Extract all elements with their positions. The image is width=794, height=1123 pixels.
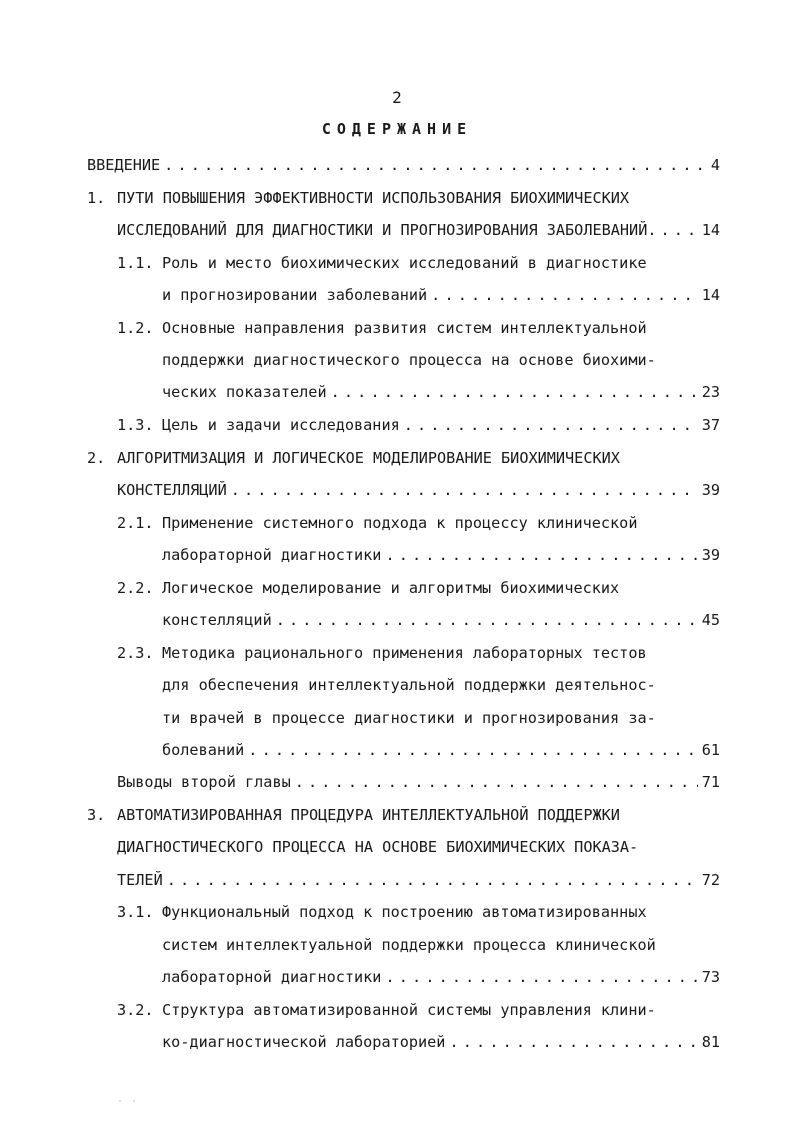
toc-entry-number: 3.2. — [117, 1001, 154, 1019]
toc-entry-number: 3.1. — [117, 903, 154, 921]
toc-entry-text: для обеспечения интеллектуальной поддержки деятельнос- — [162, 676, 656, 694]
toc-title: СОДЕРЖАНИЕ — [321, 120, 473, 138]
toc-entry-number: 2. — [87, 449, 106, 467]
toc-entry-last-line — [162, 608, 720, 632]
page-number: 2 — [392, 88, 402, 107]
toc-entry-last-line — [162, 965, 720, 989]
toc-page-number: 14 — [701, 286, 720, 304]
dot-leader — [231, 478, 698, 502]
toc-page-number: 39 — [701, 481, 720, 499]
toc-entry-last-line — [87, 153, 720, 177]
toc-page-number: 71 — [701, 773, 720, 791]
toc-entry-last-line — [117, 218, 720, 242]
toc-entry-last-line — [162, 738, 720, 762]
dot-leader — [295, 770, 698, 794]
toc-entry-text: ческих показателей — [162, 383, 327, 401]
toc-entry-text: КОНСТЕЛЛЯЦИЙ — [117, 481, 227, 499]
toc-page-number: 39 — [701, 546, 720, 564]
dot-leader — [385, 543, 697, 567]
toc-entry-text: Функциональный подход к построению автоматизированных — [162, 903, 647, 921]
toc-entry-text: Роль и место биохимических исследований в диагностике — [162, 254, 647, 272]
toc-entry-last-line — [162, 413, 720, 437]
dot-leader — [404, 413, 698, 437]
toc-entry-text: ТЕЛЕЙ — [117, 871, 163, 889]
toc-entry-text: Структура автоматизированной системы управления клини- — [162, 1001, 656, 1019]
toc-entry-last-line — [162, 283, 720, 307]
dot-leader — [248, 738, 697, 762]
toc-entry-last-line — [162, 1030, 720, 1054]
toc-page-number: 72 — [701, 871, 720, 889]
toc-entry-number: 3. — [87, 806, 106, 824]
toc-entry-text: Выводы второй главы — [117, 773, 291, 791]
toc-entry-number: 1.3. — [117, 416, 154, 434]
toc-entry-text: Логическое моделирование и алгоритмы биохимических — [162, 579, 620, 597]
dot-leader — [449, 1030, 697, 1054]
toc-entry-text: Цель и задачи исследования — [162, 416, 400, 434]
toc-entry-text: ВВЕДЕНИЕ — [87, 156, 161, 174]
toc-entry-last-line — [162, 543, 720, 567]
toc-entry-text: АВТОМАТИЗИРОВАННАЯ ПРОЦЕДУРА ИНТЕЛЛЕКТУАЛЬНОЙ ПОДДЕРЖКИ — [117, 806, 620, 824]
toc-entry-text: поддержки диагностического процесса на основе биохими- — [162, 351, 656, 369]
toc-entry-number: 2.1. — [117, 514, 154, 532]
toc-entry-last-line — [162, 380, 720, 404]
toc-entry-text: Применение системного подхода к процессу клинической — [162, 514, 638, 532]
toc-entry-number: 1.2. — [117, 319, 154, 337]
toc-page-number: 45 — [701, 611, 720, 629]
dot-leader — [660, 218, 697, 242]
toc-entry-text: ти врачей в процессе диагностики и прогнозирования за- — [162, 709, 656, 727]
toc-entry-number: 2.2. — [117, 579, 154, 597]
toc-entry-last-line — [117, 478, 720, 502]
toc-entry-text: Методика рационального применения лабораторных тестов — [162, 644, 647, 662]
toc-page-number: 37 — [701, 416, 720, 434]
toc-entry-text: и прогнозировании заболеваний — [162, 286, 428, 304]
dot-leader — [167, 868, 698, 892]
toc-entry-text: констелляций — [162, 611, 272, 629]
toc-entry-text: АЛГОРИТМИЗАЦИЯ И ЛОГИЧЕСКОЕ МОДЕЛИРОВАНИЕ БИОХИМИЧЕСКИХ — [117, 449, 620, 467]
toc-entry-last-line — [117, 770, 720, 794]
toc-page-number: 4 — [710, 156, 720, 174]
dot-leader — [164, 153, 707, 177]
toc-entry-text: болеваний — [162, 741, 245, 759]
toc-page-number: 73 — [701, 968, 720, 986]
toc-page-number: 81 — [701, 1033, 720, 1051]
toc-entry-text: ПУТИ ПОВЫШЕНИЯ ЭФФЕКТИВНОСТИ ИСПОЛЬЗОВАНИЯ БИОХИМИЧЕСКИХ — [117, 189, 630, 207]
toc-entry-text: ИССЛЕДОВАНИЙ ДЛЯ ДИАГНОСТИКИ И ПРОГНОЗИРОВАНИЯ ЗАБОЛЕВАНИЙ. — [117, 221, 657, 239]
dot-leader — [431, 283, 698, 307]
scan-specks — [118, 1088, 138, 1092]
dot-leader — [276, 608, 698, 632]
toc-entry-number: 1. — [87, 189, 106, 207]
toc-entry-text: систем интеллектуальной поддержки процесса клинической — [162, 936, 656, 954]
toc-entry-last-line — [117, 868, 720, 892]
toc-page-number: 14 — [701, 221, 720, 239]
toc-entry-text: лабораторной диагностики — [162, 968, 382, 986]
toc-page-number: 23 — [701, 383, 720, 401]
toc-entry-number: 1.1. — [117, 254, 154, 272]
dot-leader — [331, 380, 698, 404]
toc-entry-text: Основные направления развития систем интеллектуальной — [162, 319, 647, 337]
toc-entry-text: ко-диагностической лабораторией — [162, 1033, 446, 1051]
dot-leader — [385, 965, 697, 989]
toc-page-number: 61 — [701, 741, 720, 759]
toc-entry-text: лабораторной диагностики — [162, 546, 382, 564]
toc-entry-number: 2.3. — [117, 644, 154, 662]
toc-entry-text: ДИАГНОСТИЧЕСКОГО ПРОЦЕССА НА ОСНОВЕ БИОХИМИЧЕСКИХ ПОКАЗА- — [117, 838, 639, 856]
